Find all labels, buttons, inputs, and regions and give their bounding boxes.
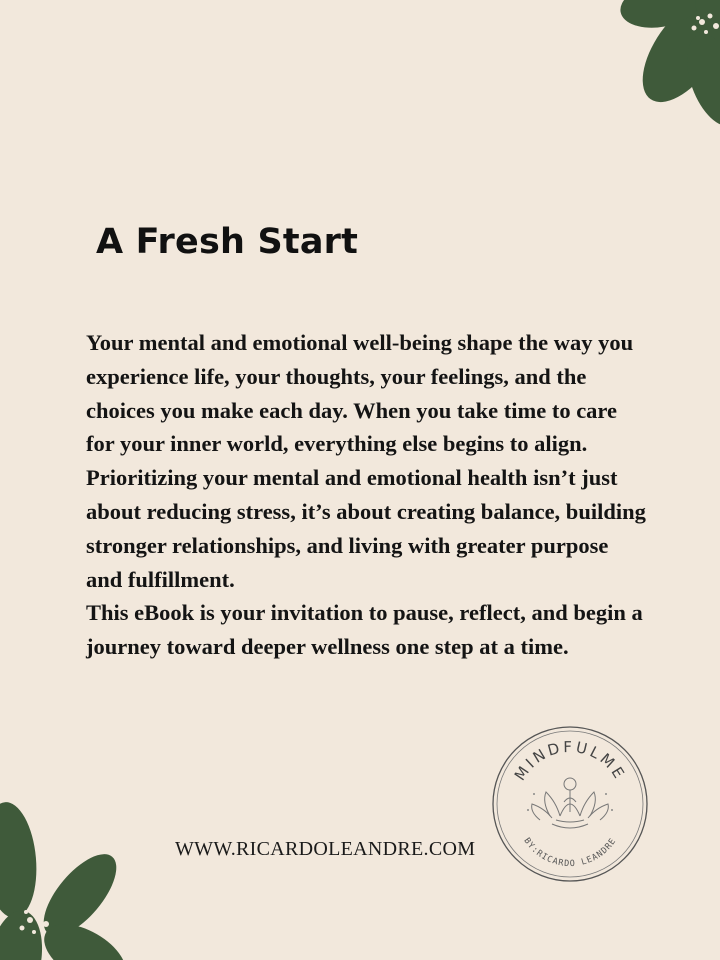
flower-icon bbox=[0, 800, 130, 960]
mindfulme-logo bbox=[490, 724, 650, 884]
paragraph: Prioritizing your mental and emotional health isn’t just about reducing stress, it’s about creating balance, building stronger relationships, and living with greater purpose and fulfillment. bbox=[86, 465, 646, 592]
body-text bbox=[86, 326, 646, 664]
paragraph: Your mental and emotional well-being shape the way you experience life, your thoughts, your feelings, and the choices you make each day. When you take time to care for your inner world, everything else begins to align. bbox=[86, 330, 634, 457]
page-title: A Fresh Start bbox=[96, 222, 359, 262]
svg-text:MINDFULME: MINDFULME bbox=[510, 737, 630, 784]
svg-text:BY:RICARDO LEANDRE: BY:RICARDO LEANDRE bbox=[521, 836, 619, 870]
paragraph: This eBook is your invitation to pause, reflect, and begin a journey toward deeper wellness one step at a time. bbox=[86, 600, 643, 660]
lotus-meditation-icon bbox=[532, 778, 609, 828]
flower-icon bbox=[590, 0, 720, 150]
website-link[interactable]: WWW.RICARDOLEANDRE.COM bbox=[175, 838, 476, 860]
